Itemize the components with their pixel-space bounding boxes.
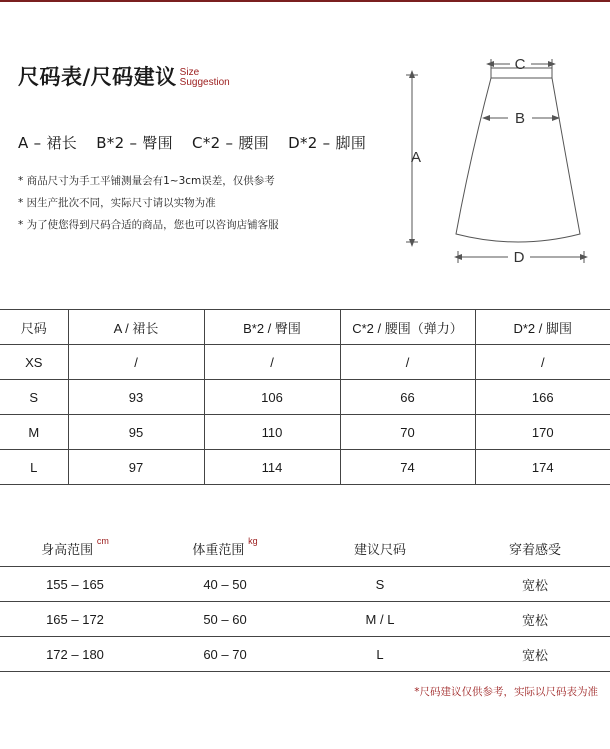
- table-cell: /: [68, 345, 204, 380]
- table-row: [0, 415, 610, 450]
- label-a: A: [410, 149, 422, 166]
- header-cell: [0, 530, 150, 567]
- note-item: * 商品尺寸为手工平铺测量会有1~3cm误差，仅供参考: [18, 175, 275, 187]
- notes: [18, 170, 279, 236]
- table-cell: 宽松: [460, 637, 610, 672]
- table-cell: 70: [340, 415, 475, 450]
- table-cell: 114: [204, 450, 340, 485]
- table-cell: /: [540, 354, 545, 370]
- header-cell: A / 裙长: [68, 310, 204, 345]
- table-cell: S: [300, 567, 460, 602]
- header-cell: B*2 / 臀围: [204, 310, 340, 345]
- recommendation-header: [0, 530, 610, 567]
- table-row: [0, 637, 610, 672]
- header-weight: 体重范围: [192, 541, 245, 557]
- table-row: [0, 602, 610, 637]
- table-cell: 172 – 180: [0, 637, 150, 672]
- header-cell: 尺码: [0, 310, 68, 345]
- recommendation-table: [0, 530, 610, 672]
- table-cell: L: [0, 450, 68, 485]
- legend-d: D*2 – 脚围: [288, 134, 367, 152]
- table-cell: 74: [340, 450, 475, 485]
- header-cell: [150, 530, 300, 567]
- table-cell: XS: [0, 345, 68, 380]
- table-cell: 66: [340, 380, 475, 415]
- label-b: B: [514, 110, 526, 127]
- table-cell: /: [204, 345, 340, 380]
- table-cell: 50 – 60: [150, 602, 300, 637]
- weight-unit: kg: [248, 535, 258, 546]
- table-row: [0, 380, 610, 415]
- page-title: [18, 64, 230, 90]
- note-item: * 为了使您得到尺码合适的商品，您也可以咨询店铺客服: [18, 219, 279, 231]
- measurement-legend: [18, 132, 380, 153]
- table-cell: 40 – 50: [150, 567, 300, 602]
- table-cell: M / L: [300, 602, 460, 637]
- label-c: C: [514, 56, 526, 73]
- skirt-diagram: [400, 48, 600, 274]
- height-unit: cm: [96, 535, 109, 546]
- table-cell: 97: [68, 450, 204, 485]
- header-cell: C*2 / 腰围（弹力）: [340, 310, 475, 345]
- table-cell: 165 – 172: [0, 602, 150, 637]
- header-cell: D*2 / 脚围: [513, 320, 572, 336]
- legend-b: B*2 – 臀围: [96, 134, 173, 152]
- header-cell: 穿着感受: [460, 530, 610, 567]
- table-cell: 110: [204, 415, 340, 450]
- table-cell: 宽松: [460, 567, 610, 602]
- table-row: [0, 567, 610, 602]
- table-cell: 宽松: [460, 602, 610, 637]
- header-cell: 建议尺码: [300, 530, 460, 567]
- table-cell: 106: [204, 380, 340, 415]
- subtitle-line-2: Suggestion: [179, 77, 230, 88]
- title-text: 尺码表/尺码建议: [18, 65, 177, 89]
- header-height: 身高范围: [41, 541, 94, 557]
- top-accent-line: [0, 0, 610, 2]
- table-cell: 60 – 70: [150, 637, 300, 672]
- title-subtitle: [180, 68, 230, 88]
- size-table-header: [0, 310, 610, 345]
- table-cell: 174: [531, 459, 554, 475]
- table-cell: 93: [68, 380, 204, 415]
- table-cell: L: [300, 637, 460, 672]
- size-table: [0, 309, 610, 485]
- subtitle-line-1: Size: [179, 67, 200, 78]
- note-item: * 因生产批次不同，实际尺寸请以实物为准: [18, 197, 216, 209]
- table-cell: M: [0, 415, 68, 450]
- label-d: D: [513, 249, 525, 266]
- footnote: *尺码建议仅供参考，实际以尺码表为准: [414, 686, 598, 698]
- table-cell: 166: [531, 389, 554, 405]
- skirt-body-outline: [456, 78, 580, 242]
- table-cell: /: [340, 345, 475, 380]
- table-cell: 170: [531, 424, 554, 440]
- legend-a: A – 裙长: [18, 134, 78, 152]
- table-cell: 155 – 165: [0, 567, 150, 602]
- table-cell: 95: [68, 415, 204, 450]
- table-cell: S: [0, 380, 68, 415]
- legend-c: C*2 – 腰围: [192, 134, 270, 152]
- table-row: [0, 345, 610, 380]
- table-row: [0, 450, 610, 485]
